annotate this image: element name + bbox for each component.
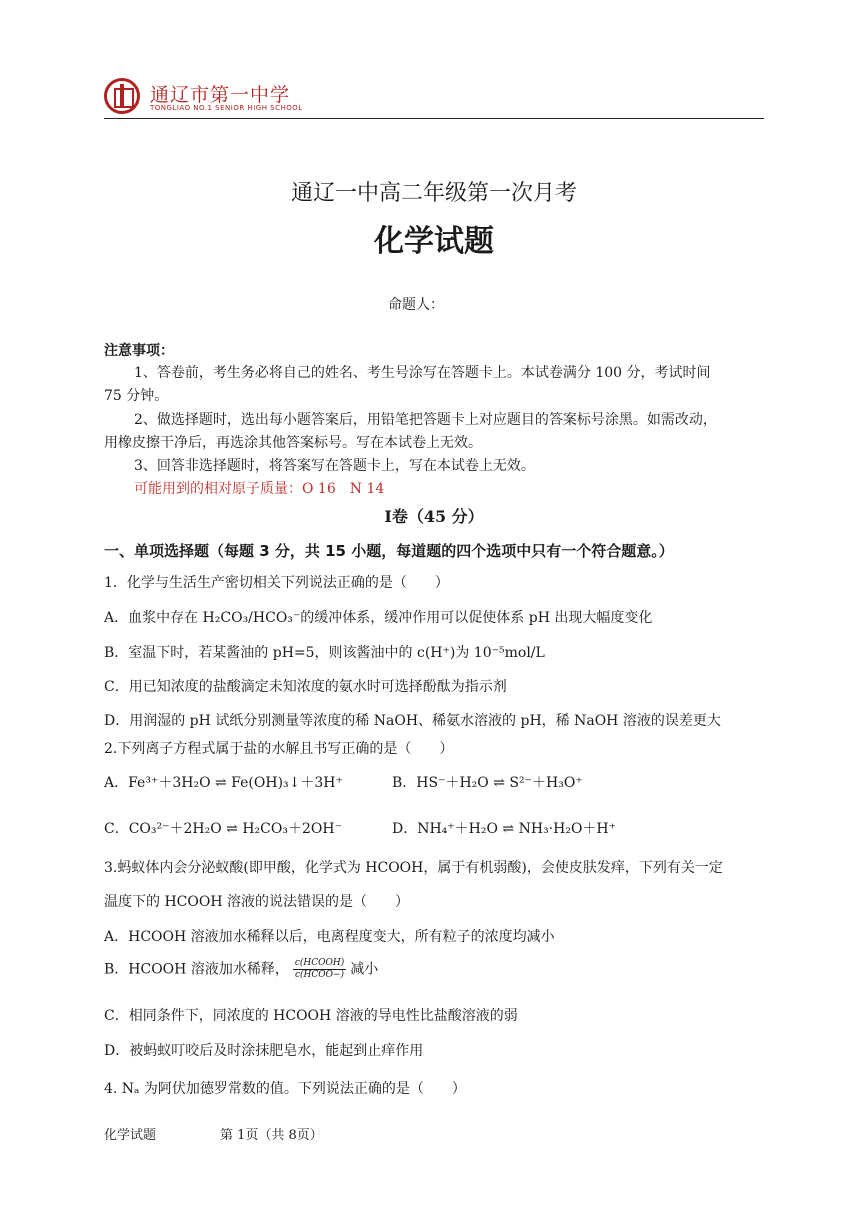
q3-option-d: D．被蚂蚁叮咬后及时涂抹肥皂水，能起到止痒作用 bbox=[104, 1043, 424, 1059]
q3-option-b-prefix: B．HCOOH 溶液加水稀释， bbox=[104, 961, 289, 978]
footer-subject: 化学试题 bbox=[104, 1128, 157, 1143]
footer-page-number: 第 1页（共 8页） bbox=[220, 1128, 323, 1143]
q2-stem: 2.下列离子方程式属于盐的水解且书写正确的是（ ） bbox=[104, 741, 454, 757]
atomic-mass-note: 可能用到的相对原子质量：O 16 N 14 bbox=[134, 481, 385, 497]
notes-heading: 注意事项： bbox=[104, 343, 174, 359]
q3-option-b-suffix: 减小 bbox=[350, 961, 379, 978]
q3-stem-line-2: 温度下的 HCOOH 溶液的说法错误的是（ ） bbox=[104, 894, 409, 910]
section-title: I卷（45 分） bbox=[384, 507, 484, 526]
note-2-line-2: 用橡皮擦干净后，再选涂其他答案标号。写在本试卷上无效。 bbox=[104, 435, 482, 451]
fraction-numerator: c(HCOOH) bbox=[294, 958, 345, 968]
note-2-line-1: 2、做选择题时，选出每小题答案后，用铅笔把答题卡上对应题目的答案标号涂黑。如需改动， bbox=[134, 412, 717, 428]
school-name-en: TONGLIAO NO.1 SENIOR HIGH SCHOOL bbox=[150, 104, 303, 112]
q3-stem-line-1: 3.蚂蚁体内会分泌蚁酸(即甲酸，化学式为 HCOOH，属于有机弱酸)，会使皮肤发痒，下列有关一定 bbox=[104, 860, 723, 876]
q1-option-b: B．室温下时，若某酱油的 pH=5，则该酱油中的 c(H⁺)为 10⁻⁵mol/L bbox=[104, 645, 545, 661]
q1-stem: 1．化学与生活生产密切相关下列说法正确的是（ ） bbox=[104, 575, 449, 591]
school-seal-logo bbox=[104, 78, 140, 114]
q1-option-d: D．用润湿的 pH 试纸分别测量等浓度的稀 NaOH、稀氨水溶液的 pH，稀 NaOH 溶液的误差更大 bbox=[104, 713, 721, 729]
note-1-line-2: 75 分钟。 bbox=[104, 388, 169, 404]
school-name-cn: 通辽市第一中学 bbox=[150, 84, 291, 106]
q2-option-b: B．HS⁻＋H₂O ⇌ S²⁻＋H₃O⁺ bbox=[392, 775, 583, 791]
q2-option-c: C．CO₃²⁻＋2H₂O ⇌ H₂CO₃＋2OH⁻ bbox=[104, 821, 342, 837]
q1-option-a: A．血浆中存在 H₂CO₃/HCO₃⁻的缓冲体系，缓冲作用可以促使体系 pH 出现大幅度变化 bbox=[104, 610, 653, 626]
note-1-line-1: 1、答卷前，考生务必将自己的姓名、考生号涂写在答题卡上。本试卷满分 100 分，考试时间 bbox=[134, 365, 711, 381]
q3-option-b-fraction bbox=[293, 958, 346, 981]
note-3: 3、回答非选择题时，将答案写在答题卡上，写在本试卷上无效。 bbox=[134, 458, 535, 474]
q2-option-d: D．NH₄⁺＋H₂O ⇌ NH₃·H₂O＋H⁺ bbox=[392, 821, 617, 837]
q4-stem: 4. Nₐ 为阿伏加德罗常数的值。下列说法正确的是（ ） bbox=[104, 1081, 466, 1097]
q3-option-c: C．相同条件下，同浓度的 HCOOH 溶液的导电性比盐酸溶液的弱 bbox=[104, 1008, 518, 1024]
header-divider bbox=[104, 118, 764, 119]
subject-title: 化学试题 bbox=[374, 224, 494, 259]
q3-option-b bbox=[104, 958, 378, 981]
exam-title: 通辽一中高二年级第一次月考 bbox=[290, 181, 577, 206]
section-heading: 一、单项选择题（每题 3 分，共 15 小题，每道题的四个选项中只有一个符合题意。） bbox=[104, 542, 674, 560]
q3-option-a: A．HCOOH 溶液加水稀释以后，电离程度变大，所有粒子的浓度均减小 bbox=[104, 929, 555, 945]
author-label: 命题人： bbox=[388, 297, 444, 313]
fraction-denominator: c(HCOO−) bbox=[294, 970, 345, 980]
q2-option-a: A．Fe³⁺＋3H₂O ⇌ Fe(OH)₃↓＋3H⁺ bbox=[104, 775, 343, 791]
q1-option-c: C．用已知浓度的盐酸滴定未知浓度的氨水时可选择酚酞为指示剂 bbox=[104, 679, 507, 695]
